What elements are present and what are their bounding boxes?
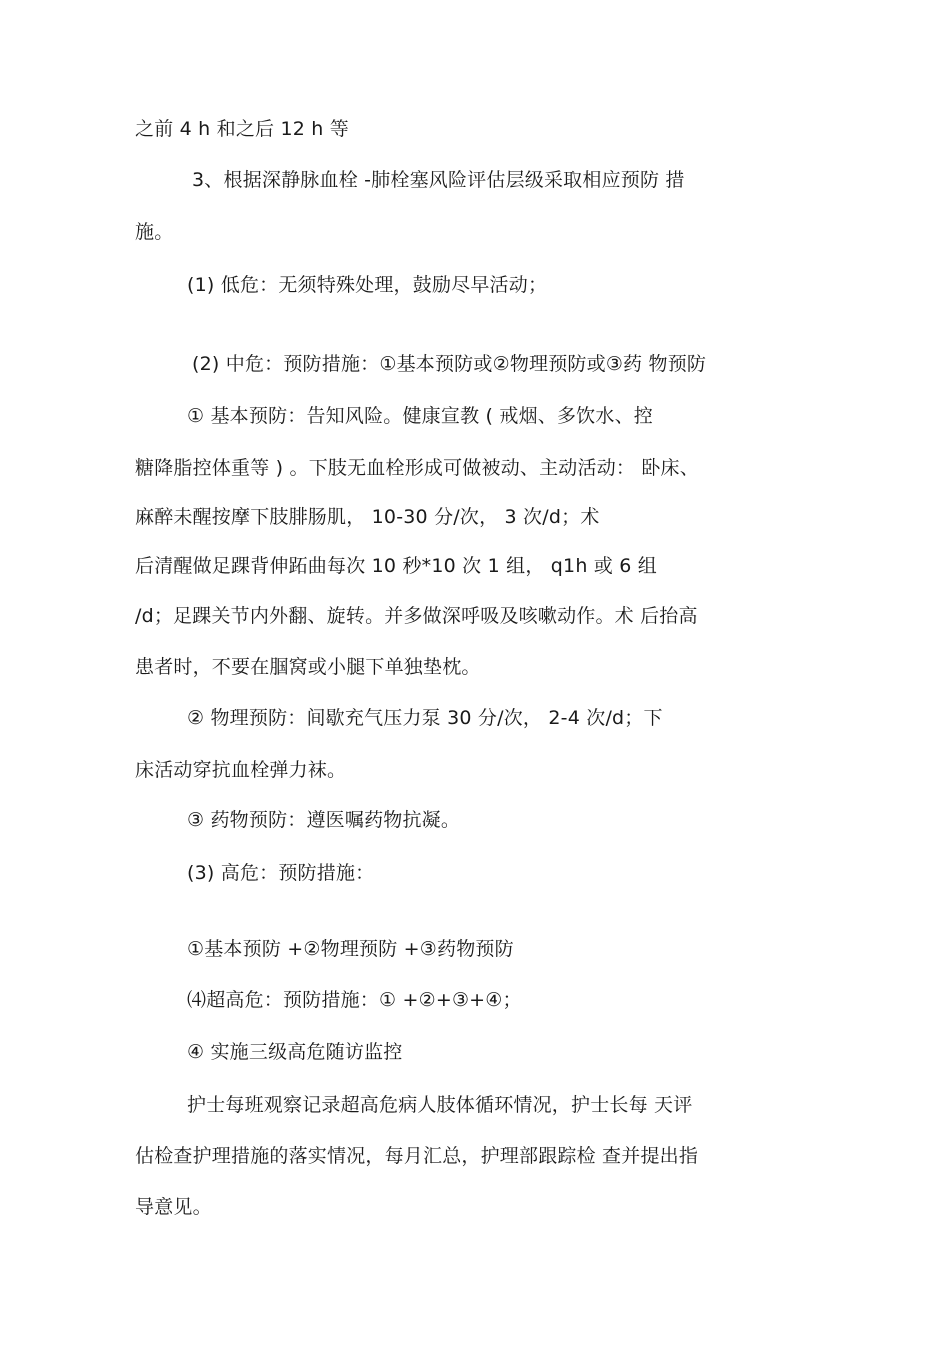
basic-prevention-line-4: 后清醒做足踝背伸跖曲每次 10 秒*10 次 1 组， q1h 或 6 组 xyxy=(135,555,657,577)
physical-prevention-line-1: ② 物理预防：间歇充气压力泵 30 分/次， 2-4 次/d；下 xyxy=(187,707,663,729)
item-medium-risk: (2) 中危：预防措施：①基本预防或②物理预防或③药 物预防 xyxy=(192,353,707,375)
basic-prevention-line-2: 糖降脂控体重等 ) 。下肢无血栓形成可做被动、主动活动： 卧床、 xyxy=(135,457,699,479)
item-extreme-risk: ⑷超高危：预防措施：① +②+③+④； xyxy=(187,989,522,1011)
item-low-risk: (1) 低危：无须特殊处理，鼓励尽早活动； xyxy=(187,274,548,296)
text-line-1: 之前 4 h 和之后 12 h 等 xyxy=(135,118,349,140)
nurse-observation-line-3: 导意见。 xyxy=(135,1196,212,1218)
nurse-observation-line-2: 估检查护理措施的落实情况，每月汇总，护理部跟踪检 查并提出指 xyxy=(135,1145,699,1167)
basic-prevention-line-3: 麻醉未醒按摩下肢腓肠肌， 10-30 分/次， 3 次/d；术 xyxy=(135,506,600,528)
high-risk-measures: ①基本预防 +②物理预防 +③药物预防 xyxy=(187,938,514,960)
physical-prevention-line-2: 床活动穿抗血栓弹力袜。 xyxy=(135,759,347,781)
basic-prevention-line-6: 患者时，不要在腘窝或小腿下单独垫枕。 xyxy=(135,656,481,678)
item-high-risk: (3) 高危：预防措施： xyxy=(187,862,375,884)
basic-prevention-line-5: /d；足踝关节内外翻、旋转。并多做深呼吸及咳嗽动作。术 后抬高 xyxy=(135,605,698,627)
nurse-observation-line-1: 护士每班观察记录超高危病人肢体循环情况，护士长每 天评 xyxy=(187,1094,693,1116)
drug-prevention: ③ 药物预防：遵医嘱药物抗凝。 xyxy=(187,809,461,831)
text-line-3: 施。 xyxy=(135,221,174,243)
followup-monitoring: ④ 实施三级高危随访监控 xyxy=(187,1041,403,1063)
section-3-heading: 3、根据深静脉血栓 -肺栓塞风险评估层级采取相应预防 措 xyxy=(192,169,685,191)
basic-prevention-line-1: ① 基本预防：告知风险。健康宣教 ( 戒烟、多饮水、控 xyxy=(187,405,653,427)
